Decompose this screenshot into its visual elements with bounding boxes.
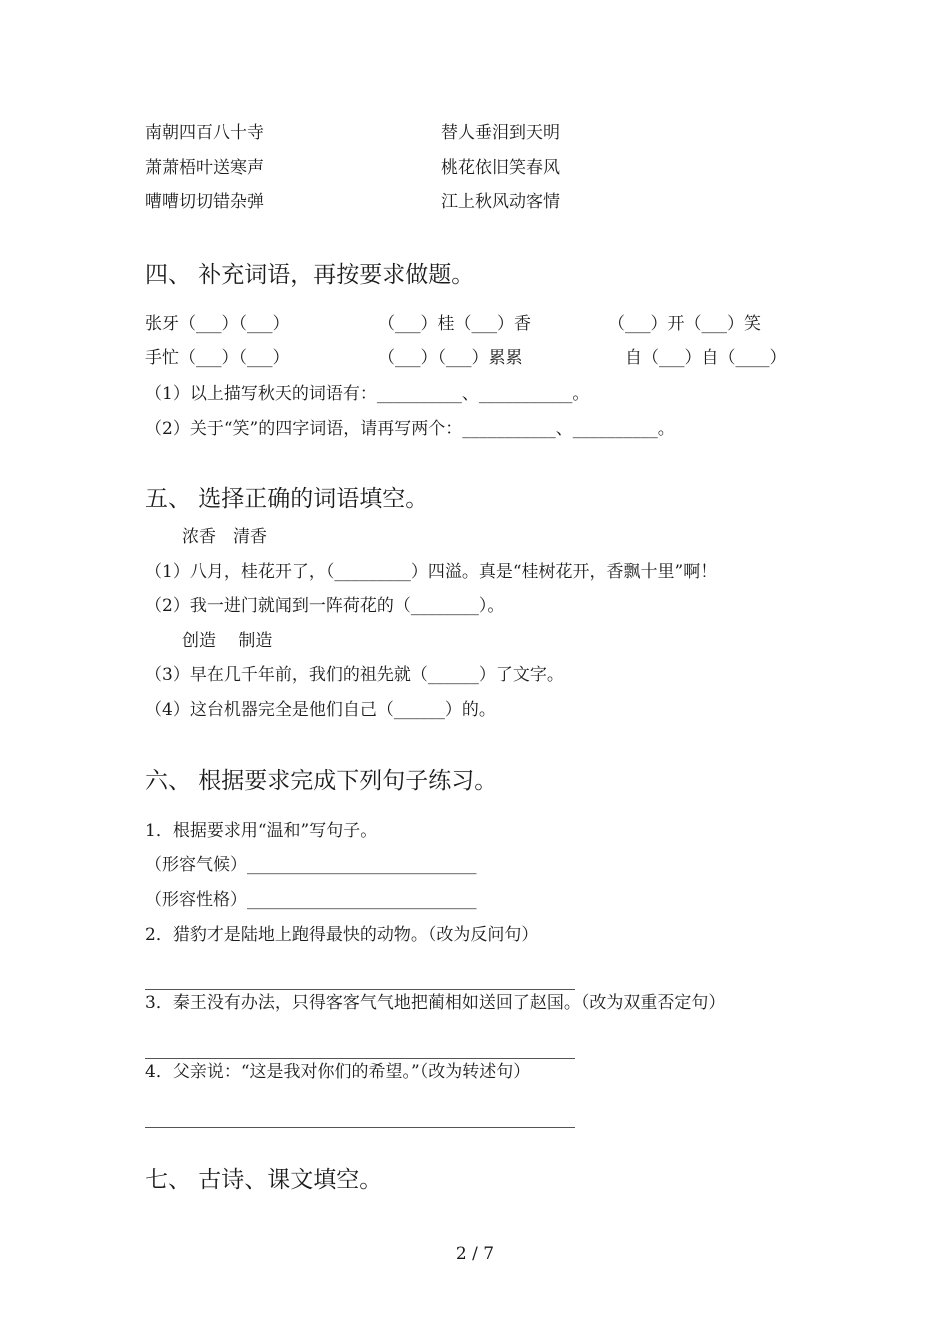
s5-question-4: （4）这台机器完全是他们自己（______）的。 bbox=[145, 700, 496, 720]
s4-question-2: （2）关于“笑”的四字词语，请再写两个：___________、__________。 bbox=[145, 419, 675, 439]
s5-question-3: （3）早在几千年前，我们的祖先就（______）了文字。 bbox=[145, 665, 564, 685]
s4-row1-item2: （___）桂（___）香 bbox=[378, 314, 531, 334]
section-5-title: 五、 选择正确的词语填空。 bbox=[145, 486, 429, 512]
s5-question-1: （1）八月，桂花开了，（_________）四溢。真是“桂树花开，香飘十里”啊！ bbox=[145, 562, 718, 582]
match-left-1: 南朝四百八十寺 bbox=[145, 123, 264, 143]
s5-question-2: （2）我一进门就闻到一阵荷花的（________）。 bbox=[145, 596, 505, 616]
s6-question-2: 2．猎豹才是陆地上跑得最快的动物。（改为反问句） bbox=[145, 925, 539, 945]
s4-row2-item3: 自（___）自（____） bbox=[625, 348, 787, 368]
match-right-1: 替人垂泪到天明 bbox=[441, 123, 560, 143]
section-6-title: 六、 根据要求完成下列句子练习。 bbox=[145, 768, 498, 794]
match-left-3: 嘈嘈切切错杂弹 bbox=[145, 192, 264, 212]
s6-question-4: 4．父亲说：“这是我对你们的希望。”（改为转述句） bbox=[145, 1062, 531, 1082]
s4-row2-item2: （___）（___）累累 bbox=[378, 348, 523, 368]
s6-answer-line-4[interactable] bbox=[145, 1113, 575, 1132]
s4-row2-item1: 手忙（___）（___） bbox=[145, 348, 290, 368]
s5-options-1: 浓香 清香 bbox=[182, 527, 267, 547]
s6-question-1a: （形容气候）___________________________ bbox=[145, 855, 477, 875]
s4-row1-item3: （___）开（___）笑 bbox=[608, 314, 761, 334]
s6-question-1b: （形容性格）___________________________ bbox=[145, 890, 477, 910]
s4-row1-item1: 张牙（___）（___） bbox=[145, 314, 290, 334]
s5-options-2: 创造 制造 bbox=[182, 631, 273, 651]
s4-question-1: （1）以上描写秋天的词语有：__________、___________。 bbox=[145, 384, 590, 404]
match-left-2: 萧萧梧叶送寒声 bbox=[145, 158, 264, 178]
match-right-3: 江上秋风动客情 bbox=[441, 192, 560, 212]
page-number: 2 / 7 bbox=[455, 1244, 495, 1264]
section-4-title: 四、 补充词语，再按要求做题。 bbox=[145, 262, 475, 288]
match-right-2: 桃花依旧笑春风 bbox=[441, 158, 560, 178]
s6-question-1: 1．根据要求用“温和”写句子。 bbox=[145, 821, 378, 841]
section-7-title: 七、 古诗、课文填空。 bbox=[145, 1167, 383, 1193]
s6-question-3: 3．秦王没有办法，只得客客气气地把蔺相如送回了赵国。（改为双重否定句） bbox=[145, 993, 726, 1013]
